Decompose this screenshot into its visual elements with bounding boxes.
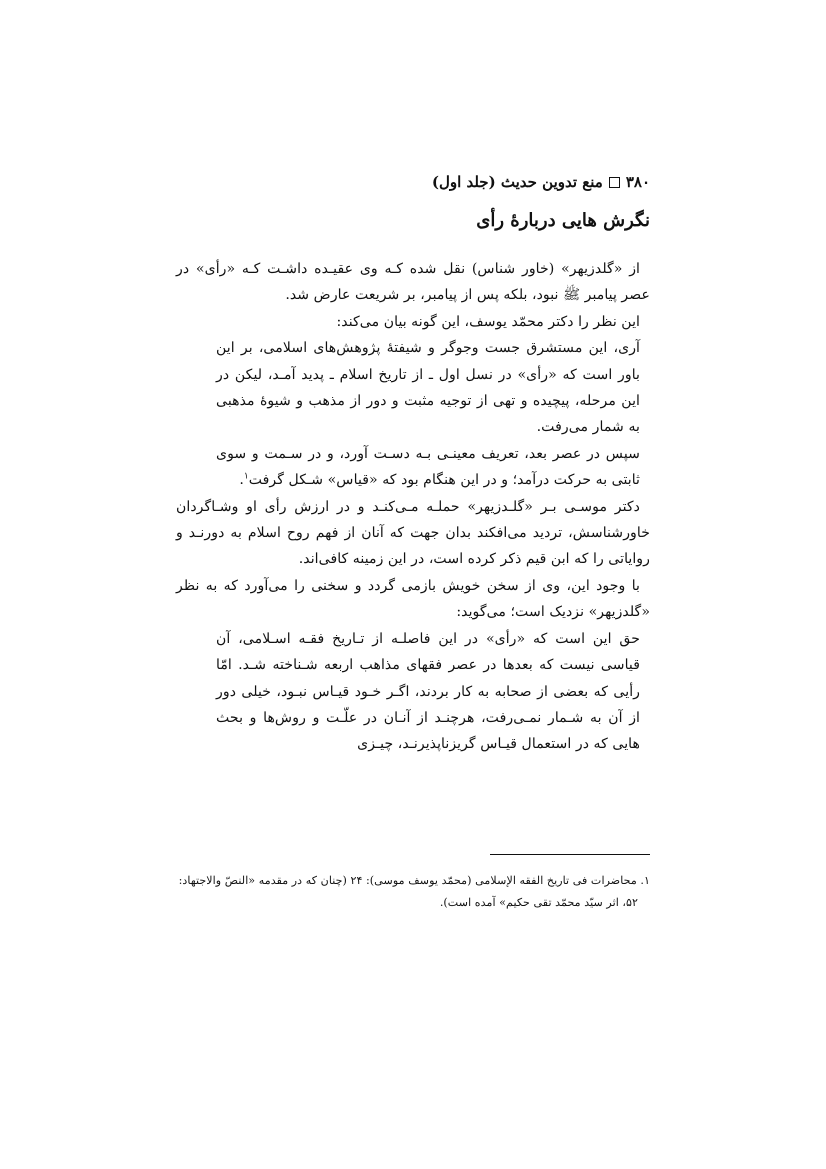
quote-paragraph: آری، این مستشرق جست وجوگر و شیفتهٔ پژوهش‌های اسلامی، بر این باور است که «رأی» در نسل اول ـ از تاریخ اسلام ـ پدید آمـد، لیکن در این مرحله، پیچیده و تهی از توجیه مثبت و دور از مذهب و شیوهٔ مذهبی به شمار می‌رفت. (216, 340, 640, 436)
quote-text: سپس در عصر بعد، تعریف معینـی بـه دسـت آورد، و در سـمت و سوی ثابتی به حرکت درآمد؛ و در این هنگام بود که «قیاس» شـکل گرفت (216, 445, 640, 489)
block-quote (216, 335, 640, 493)
block-quote (216, 626, 640, 758)
footnote (176, 870, 650, 914)
quote-paragraph: سپس در عصر بعد، تعریف معینـی بـه دسـت آورد، و در سـمت و سوی ثابتی به حرکت درآمد؛ و در این هنگام بود که «قیاس» شـکل گرفت$^۱$. (216, 445, 640, 489)
square-ornament-icon (609, 177, 620, 188)
paragraph: دکتر موسـی بـر «گلـدزیهر» حملـه مـی‌کنـد و در ارزش رأی او وشـاگردان خاورشناسش، تردید می‌افکند بدان جهت که آنان از فهم روح اسلام به دورنـد و روایاتی را که ابن قیم ذکر کرده است، در این زمینه کافی‌اند. (176, 498, 650, 568)
paragraph: با وجود این، وی از سخن خویش بازمی گردد و سخنی را می‌آورد که به نظر «گلدزیهر» نزدیک است؛ می‌گوید: (176, 577, 650, 621)
book-page (176, 0, 650, 1169)
footnote-rule (490, 854, 650, 855)
footnote-ref: ۱ (243, 471, 249, 482)
footnote-line: ۵۲، اثر سیّد محمّد تقی حکیم» آمده است). (439, 896, 638, 909)
section-title: نگرش هایی دربارهٔ رأی (476, 210, 650, 231)
quote-paragraph: حق این است که «رأی» در این فاصلـه از تـاریخ فقـه اسـلامی، آن قیاسی نیست که بعدها در عصر فقهای مذاهب اربعه شـناخته شـد. امّا رأیی که بعضی از صحابه به کار بردند، اگـر خـود قیـاس نبـود، خیلی دور از آن به شـمار نمـی‌رفت، هرچنـد از آنـان در علّـت و روش‌ها و بحث هایی که در استعمال قیـاس گریزناپذیرنـد، چیـزی (216, 630, 640, 753)
running-head (176, 172, 650, 192)
paragraph: از «گلدزیهر» (خاور شناس) نقل شده کـه وی عقیـده داشـت کـه «رأی» در عصر پیامبر ﷺ نبود، بلکه پس از پیامبر، بر شریعت عارض شد. (176, 261, 650, 304)
page-number: ۳۸۰ (625, 173, 650, 191)
body-text (176, 256, 650, 758)
paragraph: این نظر را دکتر محمّد یوسف، این گونه بیان می‌کند: (336, 313, 640, 330)
book-title: منع تدوین حدیث (جلد اول) (431, 173, 603, 191)
footnote-line: ۱. محاضرات فی تاریخ الفقه الإسلامی (محمّد یوسف موسی): ۲۴ (چنان که در مقدمه «النصّ والاجتهاد: (178, 874, 650, 887)
